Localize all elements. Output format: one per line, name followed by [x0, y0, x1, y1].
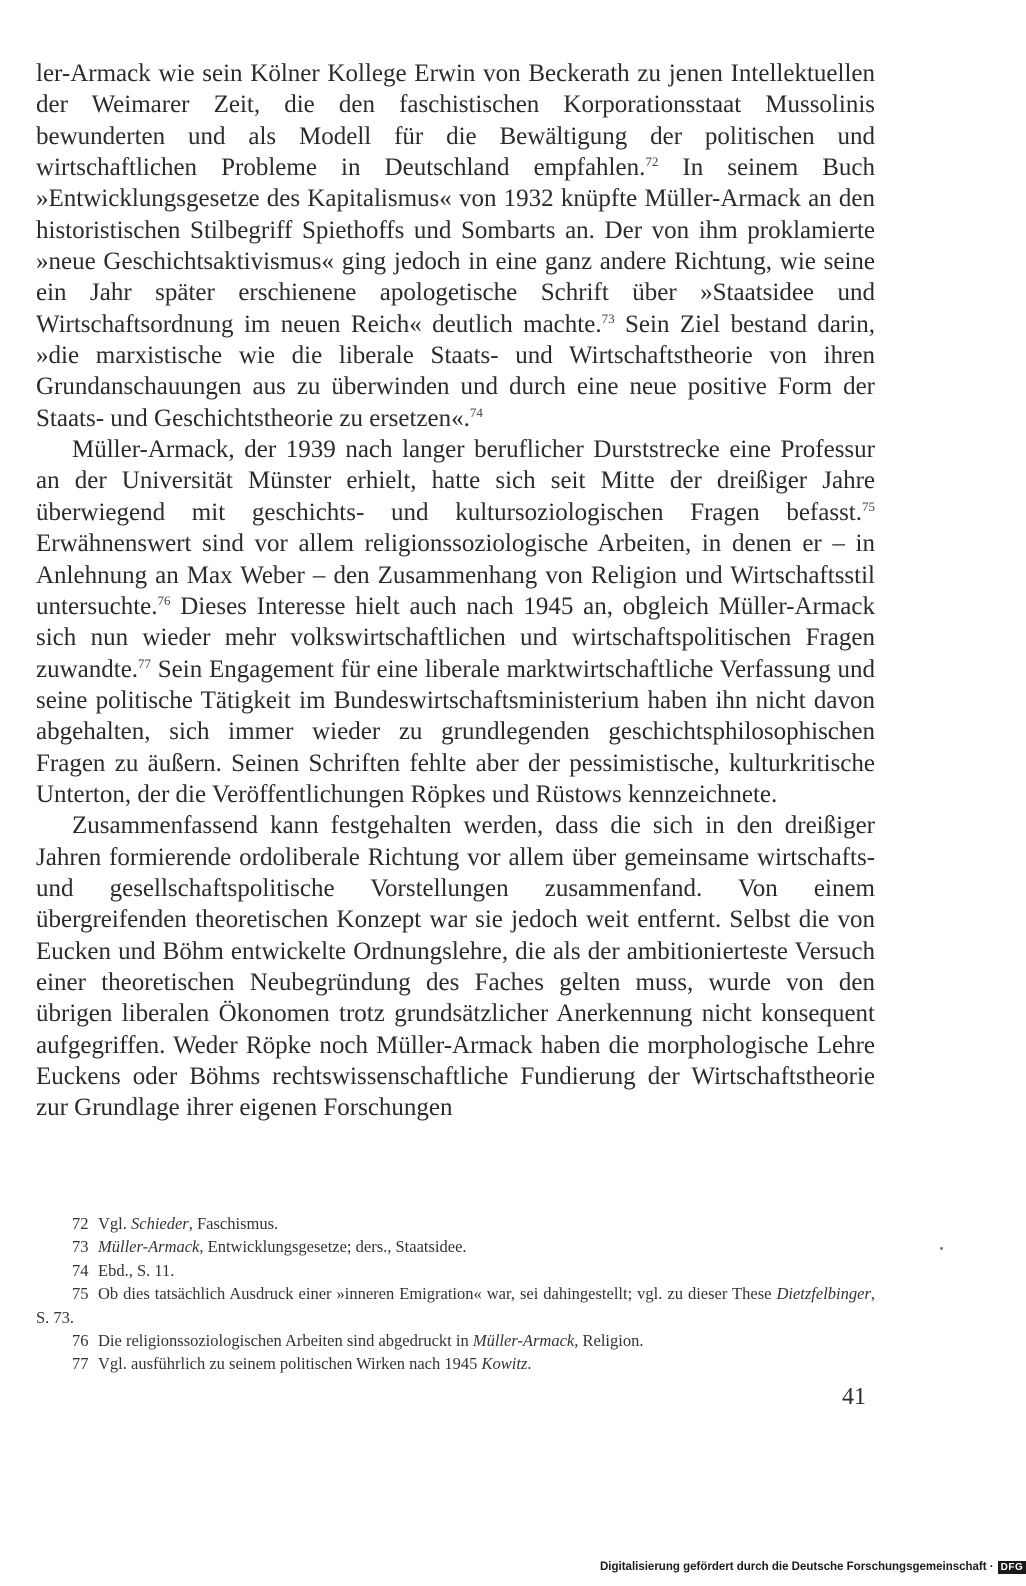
footnote-number: 77 — [72, 1354, 89, 1374]
scan-speck — [940, 1247, 943, 1250]
footnote-number: 74 — [72, 1260, 89, 1280]
footnote-text: Die religionssoziologischen Arbeiten sind abgedruckt in — [98, 1331, 473, 1351]
footnote-text: Vgl. — [98, 1214, 131, 1233]
author-name: Schieder — [131, 1214, 189, 1233]
footnote-75 — [36, 1282, 875, 1329]
footnote-73 — [36, 1235, 875, 1258]
text-run: Erwähnenswert sind vor allem religionssoziologische Arbeiten, in denen er – in Anlehnung an Max Weber – den Zusammenhang von Religion und Wirtschaftsstil untersuchte. — [36, 530, 875, 620]
main-text — [36, 58, 875, 1124]
footnote-text: , Religion. — [574, 1331, 644, 1351]
footnote-number: 72 — [72, 1214, 89, 1233]
footnote-number: 76 — [72, 1331, 89, 1351]
footnote-77 — [36, 1352, 875, 1375]
footnote-text: . — [527, 1354, 532, 1374]
footnote-ref-74[interactable]: 74 — [469, 404, 483, 420]
footnote-76 — [36, 1329, 875, 1352]
footnote-text: Vgl. ausführlich zu seinem politischen Wirken nach 1945 — [98, 1354, 482, 1374]
author-name: Müller-Armack — [98, 1237, 200, 1257]
footnote-text: Ebd., S. 11. — [98, 1260, 175, 1280]
footnote-ref-73[interactable]: 73 — [601, 310, 615, 326]
author-name: Kowitz — [481, 1354, 528, 1374]
footnote-text: , S. 73. — [36, 1284, 875, 1327]
paragraph-2 — [36, 434, 875, 810]
page-number: 41 — [842, 1384, 866, 1410]
footnote-ref-77[interactable]: 77 — [138, 655, 152, 671]
footnote-text: , Faschismus. — [188, 1214, 279, 1233]
text-run: Müller-Armack, der 1939 nach langer beruflicher Durststrecke eine Professur an der Universität Münster erhielt, hatte sich seit Mitte der dreißiger Jahre überwiegend mit geschichts- und kultursoziologischen Fragen befasst. — [36, 436, 875, 526]
footnote-text: Ob dies tatsächlich Ausdruck einer »inneren Emigration« war, sei dahingestellt; vgl. zu dieser These — [98, 1284, 777, 1304]
footer-text: Digitalisierung gefördert durch die Deutsche Forschungsgemeinschaft · — [600, 1561, 994, 1573]
author-name: Dietzfelbinger — [776, 1284, 871, 1304]
footnote-72 — [36, 1212, 875, 1235]
text-run: In seinem Buch »Entwicklungsgesetze des Kapitalismus« von 1932 knüpfte Müller-Armack an den historistischen Stilbegriff Spiethoffs und Sombarts an. Der von ihm proklamierte »neue Geschichtsaktivismus« ging jedoch in eine ganz andere Richtung, wie seine ein Jahr später erschienene apologetische Schrift über »Staatsidee und Wirtschaftsordnung im neuen Reich« deutlich machte. — [36, 154, 875, 338]
footnote-74 — [36, 1259, 875, 1282]
text-run: Dieses Interesse hielt auch nach 1945 an, obgleich Müller-Armack sich nun wieder mehr volkswirtschaftlichen und wirtschaftspolitischen Fragen zuwandte. — [36, 592, 875, 683]
footnote-ref-76[interactable]: 76 — [157, 592, 171, 608]
footnote-ref-75[interactable]: 75 — [862, 498, 875, 514]
footnote-ref-72[interactable]: 72 — [645, 154, 659, 170]
dfg-footer — [600, 1557, 1024, 1577]
text-run: ler-Armack wie sein Kölner Kollege Erwin von Beckerath zu jenen Intellektuellen der Weimarer Zeit, die den faschistischen Korporationsstaat Mussolinis bewunderten und als Modell für die Bewältigung der politischen und wirtschaftlichen Probleme in Deutschland empfahlen. — [36, 60, 875, 182]
footnote-text: , Entwicklungsgesetze; ders., Staatsidee. — [199, 1237, 467, 1257]
author-name: Müller-Armack — [472, 1331, 575, 1351]
footnotes — [36, 1212, 875, 1376]
text-run: Sein Ziel bestand darin, »die marxistische wie die liberale Staats- und Wirtschaftstheorie von ihren Grundanschauungen aus zu überwinden und durch eine neue positive Form der Staats- und Geschichtstheorie zu ersetzen«. — [36, 310, 875, 432]
footnote-number: 75 — [72, 1284, 89, 1304]
paragraph-3: Zusammenfassend kann festgehalten werden, dass die sich in den dreißiger Jahren formierende ordoliberale Richtung vor allem über gemeinsame wirtschafts- und gesellschaftspolitische Vorstellungen zusammenfand. Von einem übergreifenden theoretischen Konzept war sie jedoch weit entfernt. Selbst die von Eucken und Böhm entwickelte Ordnungslehre, die als der ambitionierteste Versuch einer theoretischen Neubegründung des Faches gelten muss, wurde von den übrigen liberalen Ökonomen trotz grundsätzlicher Anerkennung nicht konsequent aufgegriffen. Weder Röpke noch Müller-Armack haben die morphologische Lehre Euckens oder Böhms rechtswissenschaftliche Fundierung der Wirtschaftstheorie zur Grundlage ihrer eigenen Forschungen — [36, 812, 875, 1122]
paragraph-1 — [36, 58, 875, 434]
footnote-number: 73 — [72, 1237, 89, 1257]
dfg-logo-icon: DFG — [998, 1561, 1026, 1574]
text-run: Sein Engagement für eine liberale marktwirtschaftliche Verfassung und seine politische Tätigkeit im Bundeswirtschaftsministerium haben ihn nicht davon abgehalten, sich immer wieder zu grundlegenden geschichtsphilosophischen Fragen zu äußern. Seinen Schriften fehlte aber der pessimistische, kulturkritische Unterton, der die Veröffentlichungen Röpkes und Rüstows kennzeichnete. — [36, 655, 875, 808]
